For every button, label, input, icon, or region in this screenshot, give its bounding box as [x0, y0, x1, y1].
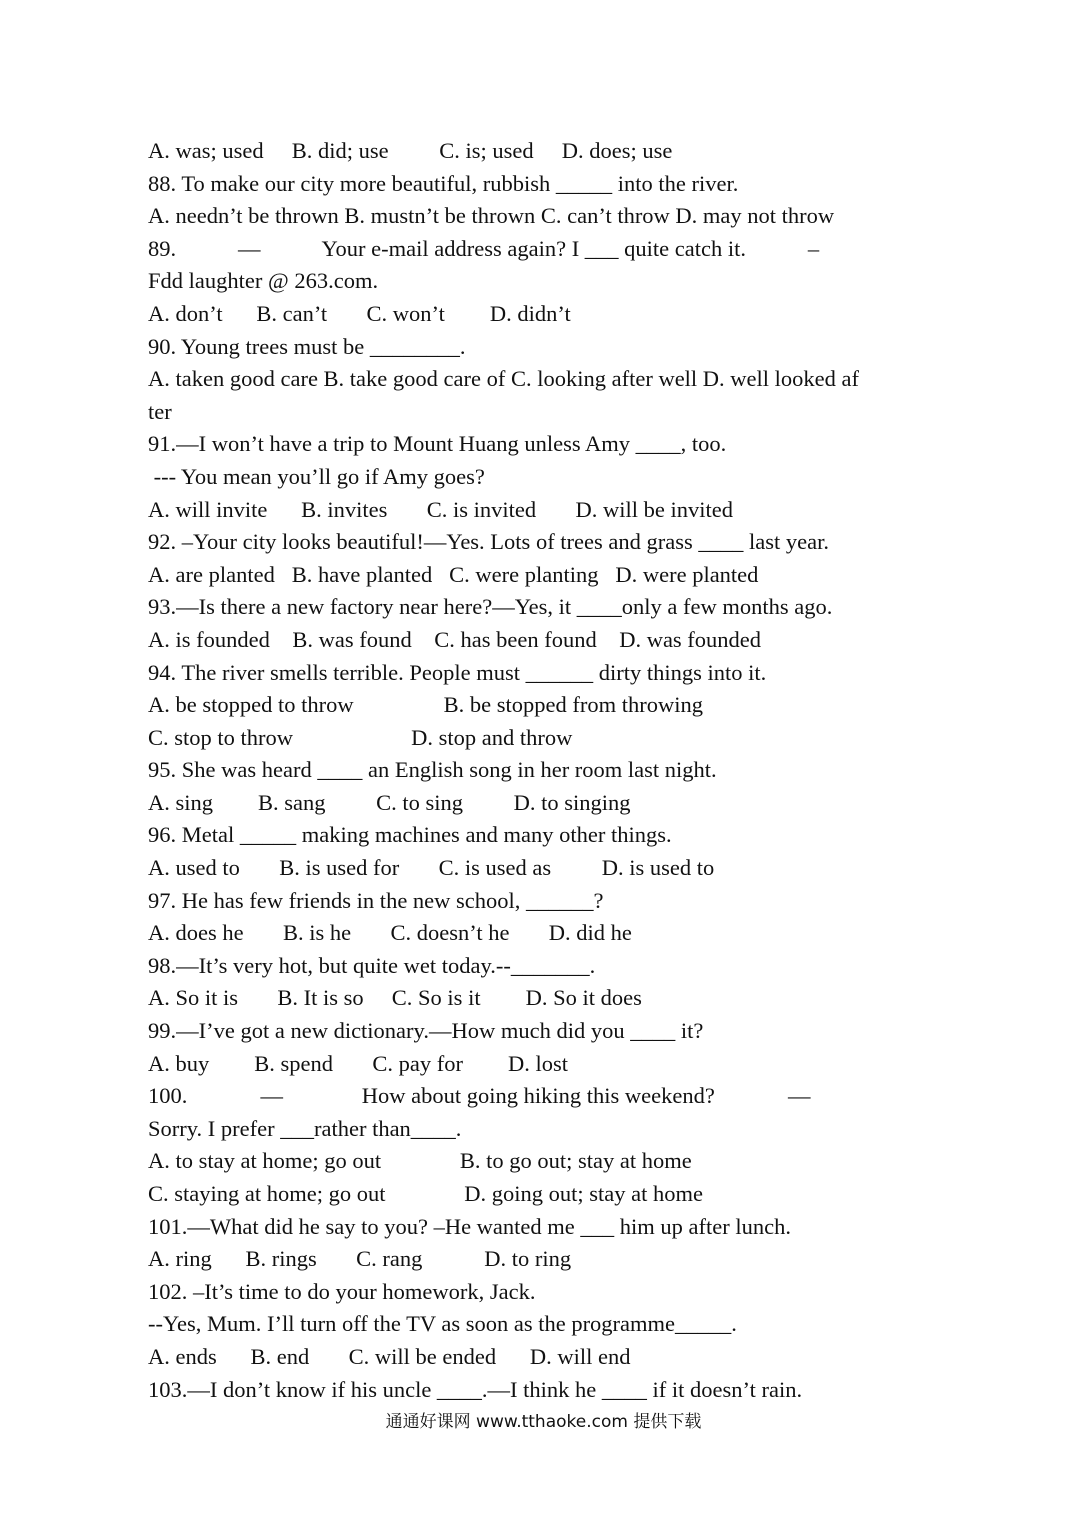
exercise-content	[148, 135, 948, 1406]
answer-options-90-continued: ter	[148, 398, 172, 424]
question-96: 96. Metal _____ making machines and many other things.	[148, 822, 672, 848]
question-100: 100. — How about going hiking this weekend? —	[148, 1083, 811, 1109]
question-92: 92. –Your city looks beautiful!—Yes. Lots of trees and grass ____ last year.	[148, 529, 829, 555]
question-94: 94. The river smells terrible. People must ______ dirty things into it.	[148, 659, 767, 685]
question-102-reply: --Yes, Mum. I’ll turn off the TV as soon as the programme_____.	[148, 1311, 737, 1337]
answer-options-91: A. will invite B. invites C. is invited D. will be invited	[148, 496, 733, 522]
page-footer: 通通好课网 www.tthaoke.com 提供下载	[385, 1412, 702, 1432]
question-91-reply: --- You mean you’ll go if Amy goes?	[148, 463, 485, 489]
answer-options-95: A. sing B. sang C. to sing D. to singing	[148, 789, 631, 815]
answer-options-90: A. taken good care B. take good care of C. looking after well D. well looked af	[148, 366, 860, 392]
question-98: 98.—It’s very hot, but quite wet today.--_______.	[148, 952, 596, 978]
answer-options-96: A. used to B. is used for C. is used as D. is used to	[148, 855, 715, 881]
question-95: 95. She was heard ____ an English song in her room last night.	[148, 757, 717, 783]
question-99: 99.—I’ve got a new dictionary.—How much did you ____ it?	[148, 1018, 704, 1044]
answer-options-100-cd: C. staying at home; go out D. going out; stay at home	[148, 1181, 703, 1206]
answer-options-98: A. So it is B. It is so C. So is it D. So it does	[148, 985, 642, 1011]
question-97: 97. He has few friends in the new school, ______?	[148, 887, 604, 913]
answer-options-94-ab: A. be stopped to throw B. be stopped from throwing	[148, 692, 703, 718]
question-91: 91.—I won’t have a trip to Mount Huang unless Amy ____, too.	[148, 431, 727, 457]
question-100-reply: Sorry. I prefer ___rather than____.	[148, 1115, 462, 1141]
answer-options-92: A. are planted B. have planted C. were planting D. were planted	[148, 561, 759, 587]
answer-options-100-ab: A. to stay at home; go out B. to go out; stay at home	[148, 1148, 692, 1174]
answer-options-94-cd: C. stop to throw D. stop and throw	[148, 724, 573, 750]
question-88: 88. To make our city more beautiful, rubbish _____ into the river.	[148, 170, 739, 196]
answer-options-101: A. ring B. rings C. rang D. to ring	[148, 1246, 572, 1272]
answer-options-88: A. needn’t be thrown B. mustn’t be thrown C. can’t throw D. may not throw	[148, 203, 835, 229]
answer-options-89: A. don’t B. can’t C. won’t D. didn’t	[148, 300, 571, 326]
question-102: 102. –It’s time to do your homework, Jack.	[148, 1278, 536, 1304]
answer-options-93: A. is founded B. was found C. has been found D. was founded	[148, 626, 762, 652]
question-90: 90. Young trees must be ________.	[148, 333, 466, 359]
answer-options-99: A. buy B. spend C. pay for D. lost	[148, 1050, 568, 1076]
answer-options-87: A. was; used B. did; use C. is; used D. does; use	[148, 138, 673, 163]
question-89: 89. — Your e-mail address again? I ___ quite catch it. –	[148, 235, 820, 261]
question-93: 93.—Is there a new factory near here?—Yes, it ____only a few months ago.	[148, 594, 833, 620]
question-101: 101.—What did he say to you? –He wanted me ___ him up after lunch.	[148, 1213, 791, 1239]
answer-options-97: A. does he B. is he C. doesn’t he D. did he	[148, 920, 632, 946]
question-89-continued: Fdd laughter @ 263.com.	[148, 268, 379, 294]
answer-options-102: A. ends B. end C. will be ended D. will end	[148, 1343, 631, 1369]
question-103: 103.—I don’t know if his uncle ____.—I think he ____ if it doesn’t rain.	[148, 1376, 803, 1402]
